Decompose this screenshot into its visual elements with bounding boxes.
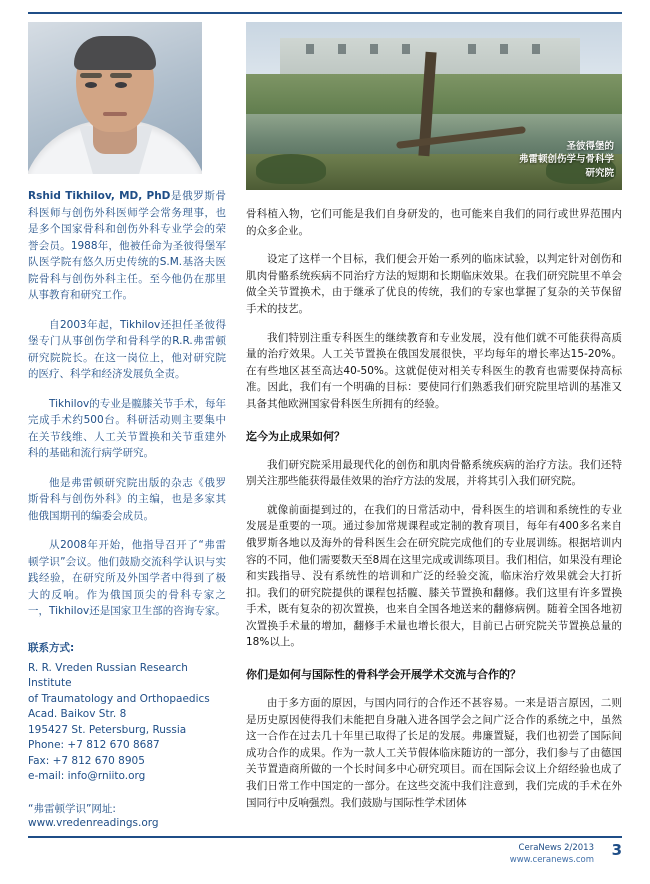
photo-building-window: [532, 44, 540, 54]
portrait-eye-left: [85, 82, 97, 88]
contact-line-2: of Traumatology and Orthopaedics: [28, 692, 210, 705]
right-paragraph-1: 骨科植入物，它们可能是我们自身研发的，也可能来自我们的同行或世界范围内的众多企业。: [246, 208, 622, 237]
contact-line-3: Acad. Baikov Str. 8: [28, 708, 127, 720]
photo-building-window: [338, 44, 346, 54]
contact-line-1: R. R. Vreden Russian Research Institute: [28, 661, 188, 689]
left-paragraph-4: 从2008年开始，他指导召开了“弗雷顿学识”会议。他们鼓励交流科学认识与实践经验，在研究所及外国学者中得到了极大的反响。作为俄国顶尖的骨科专家之一，Tikhilov还是国家卫生部的咨询专家。: [28, 539, 226, 617]
photo-bush: [256, 154, 326, 184]
footer-issue-info: [510, 842, 594, 866]
website-heading: “弗雷顿学识”网址:: [28, 802, 116, 815]
left-paragraph-3: 他是弗雷顿研究院出版的杂志《俄罗斯骨科与创伤外科》的主编，也是多家其他俄国期刊的编委会成员。: [28, 476, 226, 522]
section-heading-1: 迄今为止成果如何？: [246, 429, 345, 443]
portrait-mouth: [103, 112, 127, 116]
photo-building-window: [500, 44, 508, 54]
footer-divider: [28, 836, 622, 838]
right-paragraph-3: 我们特别注重专科医生的继续教育和专业发展，没有他们就不可能获得高质量的治疗效果。人工关节置换在俄国发展很快，平均每年的增长率达15-20%。在有些地区甚至高达40-50%。这就促使对相关专科医生的教育也需要保持高标准。因此，我们有一个明确的目标：要使同行们熟悉我们研究院里培训的基准又具备其他欧洲国家骨科医生所拥有的经验。: [246, 331, 622, 410]
left-paragraph-2: Tikhilov的专业是髋膝关节手术，每年完成手术约500台。科研活动则主要集中在关节线维、人工关节置换和关节重建外科的基础和流行病学研究。: [28, 397, 226, 459]
contact-email[interactable]: e-mail: info@rniito.org: [28, 770, 146, 782]
footer-issue-label: CeraNews 2/2013: [518, 843, 594, 853]
right-paragraph-2: 设定了这样一个目标，我们便会开始一系列的临床试验，以判定针对创伤和肌肉骨骼系统疾病不同治疗方法的短期和长期临床效果。在我们研究院里不单会做全关节置换术，由于继承了优良的传统，我们的专家也掌握了复杂的关节保留手术的技艺。: [246, 253, 622, 315]
right-column: [246, 22, 622, 811]
contact-line-4: 195427 St. Petersburg, Russia: [28, 723, 187, 736]
left-paragraph-1: 自2003年起，Tikhilov还担任圣彼得堡专门从事创伤学和骨科学的R.R.弗雷顿研究院院长。在这一岗位上，他对研究院的医疗、科学和经济发展负全责。: [28, 318, 226, 380]
section-heading-2: 你们是如何与国际性的骨科学会开展学术交流与合作的？: [246, 668, 521, 682]
photo-building-window: [468, 44, 476, 54]
portrait-brow-right: [110, 73, 132, 78]
page-number: 3: [611, 841, 622, 859]
author-bio-lead-text: 是俄罗斯骨科医师与创伤外科医师学会常务理事，也是多个国家骨科和创伤外科专业学会的荣誉会员。1988年，他被任命为圣彼得堡军队医学院有悠久历史传统的S.M.基洛夫医院骨科与创伤外科主任。至今他仍在那里从事教育和研究工作。: [28, 190, 227, 301]
author-bio-lead: [28, 188, 226, 304]
contact-phone: Phone: +7 812 670 8687: [28, 739, 160, 751]
contact-block: [28, 661, 226, 785]
left-column: [28, 22, 226, 831]
portrait-hair: [74, 36, 156, 70]
contact-fax: Fax: +7 812 670 8905: [28, 754, 145, 767]
right-paragraph-6: 由于多方面的原因，与国内同行的合作还不甚容易。一来是语言原因，二则是历史原因使得我们未能把自身融入进各国学会之间广泛合作的系统之中，虽然这一合作在过去几十年里已取得了长足的发展。弗廉置疑，我们也初尝了国际间成功合作的成果。作为一款人工关节假体临床随访的一部分，我们参与了由德国关节置造商所做的一个长时间多中心研究项目。而在国际会议上介绍经验也成了我们日常工作中国定的一部分。在这些交流中我们注意到，我们完成的手术在外国同行中反响强烈。我们鼓励与国际性学术团体: [246, 697, 622, 809]
contact-heading: 联系方式:: [28, 641, 75, 654]
right-paragraph-5: 就像前面提到过的，在我们的日常活动中，骨科医生的培训和系统性的专业发展是重要的一项。通过参加常规课程或定制的教育项目，每年有400多名来自俄罗斯各地以及海外的骨科医生会在研究院完成他们的专业展训练。根据培训内容的不同，他们需要数天至8周在这里完成或训练项目。我们相信，如果没有理论和实践指导、没有系统性的培训和广泛的经验交流，临床治疗效果就会大打折扣。我们的研究院提供的课程包括髋、膝关节置换和翻修。我们这里有许多置换手术，既有复杂的初次置换，也来自全国各地送来的翻修病例。随着全国各地初次置换手术量的增加，翻修手术量也增长很大，目前已占研究院关节置换总量的18%以上。: [246, 503, 622, 649]
portrait-eye-right: [115, 82, 127, 88]
right-paragraph-4: 我们研究院采用最现代化的创伤和肌肉骨骼系统疾病的治疗方法。我们还特别关注那些能获得最佳效果的治疗方法的发展，并将其引入我们研究院。: [246, 458, 622, 488]
photo-building-window: [370, 44, 378, 54]
author-name: Rshid Tikhilov, MD, PhD: [28, 190, 171, 202]
footer-website[interactable]: www.ceranews.com: [509, 855, 594, 865]
page-footer: [28, 836, 622, 870]
institute-photo: [246, 22, 622, 190]
author-portrait-image: [28, 22, 202, 174]
photo-building-window: [306, 44, 314, 54]
photo-caption: 圣彼得堡的 弗雷顿创伤学与骨科学 研究院: [518, 140, 614, 179]
top-divider: [28, 12, 622, 14]
portrait-brow-left: [80, 73, 102, 78]
website-url[interactable]: www.vredenreadings.org: [28, 816, 159, 829]
photo-building-window: [402, 44, 410, 54]
page-columns: [28, 22, 622, 832]
